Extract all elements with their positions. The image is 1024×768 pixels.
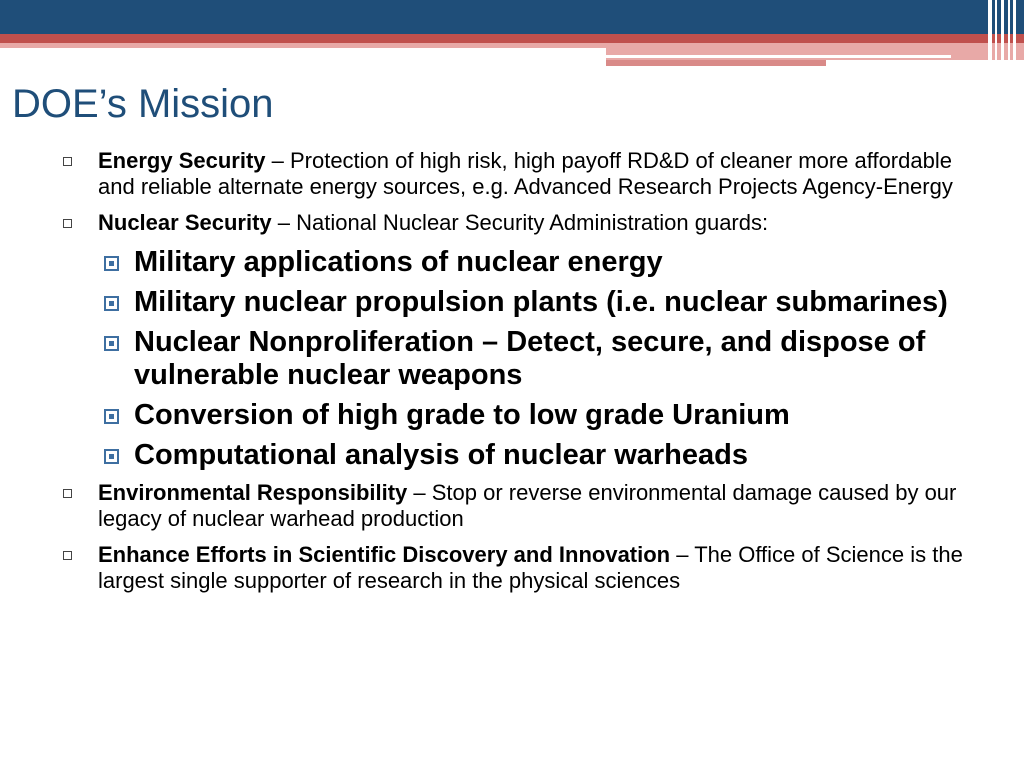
bullet-environmental-responsibility [60,480,970,532]
subitem-uranium-conversion [60,399,970,432]
subitem-text: Military nuclear propulsion plants (i.e. nuclear submarines) [134,286,948,318]
bullet-heading: Nuclear Security [98,210,272,235]
square-bullet-icon [63,489,72,498]
square-bullet-icon [63,219,72,228]
nuclear-sublist [60,246,970,472]
filled-square-bullet-icon [104,336,119,351]
bullet-text: – Stop or reverse environmental damage caused by our legacy of nuclear warhead production [98,480,957,531]
bullet-heading: Environmental Responsibility [98,480,408,505]
header-pink-tab [606,48,1024,60]
subitem-text: Conversion of high grade to low grade Uranium [134,399,790,431]
bullet-energy-security [60,148,970,200]
header-pink-band [0,43,1024,48]
subitem-military-applications [60,246,970,279]
header-white-line [606,55,951,58]
filled-square-bullet-icon [104,449,119,464]
header-red-tab [606,60,826,66]
header-blue-band [0,0,1024,34]
bullet-nuclear-security [60,210,970,236]
bullet-heading: Energy Security [98,148,266,173]
header-decoration [0,0,1024,80]
bullet-text: – Protection of high risk, high payoff RD&D of cleaner more affordable and reliable alternate energy sources, e.g. Advanced Research Projects Agency-Energy [98,148,953,199]
subitem-nonproliferation [60,326,970,392]
subitem-text: Computational analysis of nuclear warheads [134,439,748,471]
header-red-band [0,34,1024,43]
filled-square-bullet-icon [104,409,119,424]
bullet-list [60,148,970,604]
subitem-propulsion-plants [60,286,970,319]
square-bullet-icon [63,157,72,166]
slide-title: DOE’s Mission [12,82,274,126]
filled-square-bullet-icon [104,256,119,271]
filled-square-bullet-icon [104,296,119,311]
square-bullet-icon [63,551,72,560]
bullet-text: – The Office of Science is the largest single supporter of research in the physical sciences [98,542,963,593]
bullet-heading: Enhance Efforts in Scientific Discovery and Innovation [98,542,671,567]
subitem-computational-analysis [60,439,970,472]
subitem-text: Nuclear Nonproliferation – Detect, secure, and dispose of vulnerable nuclear weapons [134,326,926,391]
subitem-text: Military applications of nuclear energy [134,246,663,278]
bullet-scientific-discovery [60,542,970,594]
bullet-text: – National Nuclear Security Administration guards: [271,210,769,235]
